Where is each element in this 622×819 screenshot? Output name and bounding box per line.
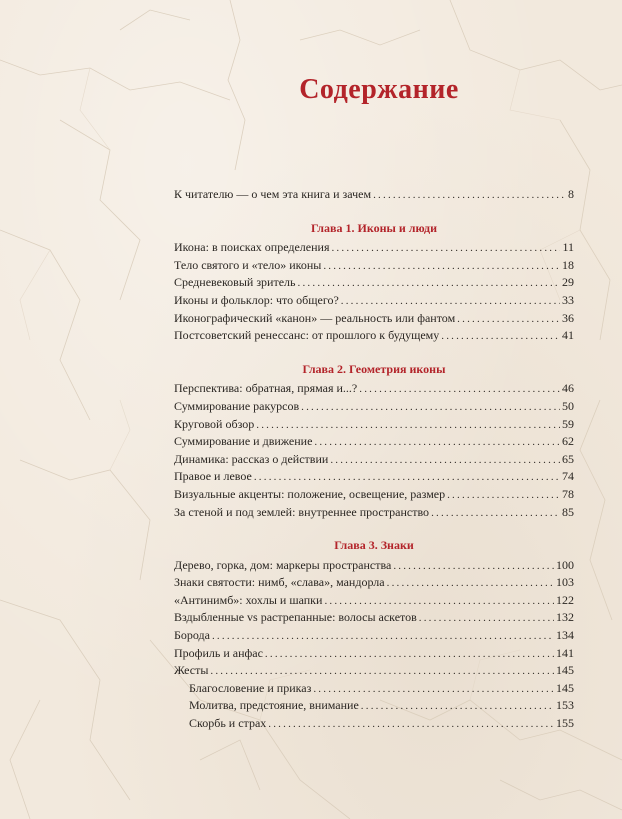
dot-leader [393, 558, 554, 575]
dot-leader [313, 681, 554, 698]
dot-leader [361, 698, 554, 715]
dot-leader [301, 399, 560, 416]
toc-page-number: 122 [556, 592, 574, 607]
dot-leader [419, 610, 554, 627]
toc-subrow[interactable] [174, 697, 574, 715]
toc-page-number: 134 [556, 628, 574, 643]
toc-entry-label: Скорбь и страх [189, 716, 267, 731]
dot-leader [387, 575, 554, 592]
toc-row[interactable] [174, 627, 574, 645]
toc-entry-label: Знаки святости: нимб, «слава», мандорла [174, 575, 385, 590]
toc-row[interactable] [174, 274, 574, 292]
toc-page-number: 29 [562, 275, 574, 290]
toc-page-number: 62 [562, 434, 574, 449]
toc-row[interactable] [174, 310, 574, 328]
toc-page-number: 78 [562, 486, 574, 501]
toc-row[interactable] [174, 504, 574, 522]
toc-page-number: 36 [562, 310, 574, 325]
dot-leader [457, 311, 560, 328]
toc-entry-label: Средневековый зритель [174, 275, 296, 290]
toc-page-number: 46 [562, 381, 574, 396]
dot-leader [441, 328, 560, 345]
toc-entry-label: Тело святого и «тело» иконы [174, 257, 322, 272]
toc-page-number: 141 [556, 645, 574, 660]
dot-leader [314, 434, 560, 451]
chapter-heading-2[interactable]: Глава 2. Геометрия иконы [302, 361, 446, 376]
toc-entry-label: Вздыбленные vs растрепанные: волосы аскетов [174, 610, 417, 625]
toc-page-number: 8 [568, 187, 574, 201]
toc-entry-label: «Антинимб»: хохлы и шапки [174, 592, 323, 607]
toc-page-number: 145 [556, 680, 574, 695]
toc-subrow[interactable] [174, 715, 574, 733]
toc-row[interactable] [174, 257, 574, 275]
toc-entry-label: Визуальные акценты: положение, освещение, размер [174, 486, 446, 501]
dot-leader [324, 593, 554, 610]
dot-leader [431, 505, 560, 522]
toc-entry-label: Динамика: рассказ о действии [174, 451, 329, 466]
toc-entry-label: За стеной и под землей: внутреннее пространство [174, 504, 430, 519]
dot-leader [447, 487, 560, 504]
dot-leader [256, 417, 560, 434]
toc-row[interactable] [174, 239, 574, 257]
toc-row[interactable] [174, 468, 574, 486]
toc-entry-label: Круговой обзор [174, 416, 255, 431]
toc-row[interactable] [174, 557, 574, 575]
toc-subrow[interactable] [174, 680, 574, 698]
toc-page-number: 65 [562, 451, 574, 466]
toc-page-number: 74 [562, 469, 574, 484]
toc-row[interactable] [174, 398, 574, 416]
toc-page-number: 50 [562, 398, 574, 413]
dot-leader [373, 187, 566, 204]
toc-page-number: 33 [562, 292, 574, 307]
toc-entry-label: Жесты [174, 663, 209, 678]
toc-page-number: 11 [562, 240, 574, 255]
toc-row-intro[interactable] [174, 186, 574, 204]
toc-row[interactable] [174, 416, 574, 434]
toc-page-number: 145 [556, 663, 574, 678]
toc-row[interactable] [174, 592, 574, 610]
toc-page-number: 132 [556, 610, 574, 625]
chapter-heading-1[interactable]: Глава 1. Иконы и люди [311, 220, 437, 235]
dot-leader [330, 452, 560, 469]
toc-row[interactable] [174, 574, 574, 592]
toc-page-number: 41 [562, 328, 574, 343]
toc-page-number: 59 [562, 416, 574, 431]
dot-leader [265, 646, 554, 663]
toc-entry-label: Борода [174, 628, 210, 643]
toc-entry-label: Икона: в поисках определения [174, 240, 330, 255]
toc-row[interactable] [174, 645, 574, 663]
dot-leader [323, 258, 560, 275]
dot-leader [268, 716, 554, 733]
toc-entry-label: Иконографический «канон» — реальность или фантом [174, 310, 456, 325]
toc-entry-label: Дерево, горка, дом: маркеры пространства [174, 557, 392, 572]
toc-entry-label: Правое и левое [174, 469, 252, 484]
toc-entry-label: К читателю — о чем эта книга и зачем [174, 187, 372, 201]
table-of-contents [174, 186, 574, 733]
toc-row[interactable] [174, 609, 574, 627]
page-title: Содержание [299, 74, 459, 105]
toc-entry-label: Суммирование ракурсов [174, 398, 300, 413]
toc-row[interactable] [174, 662, 574, 680]
dot-leader [210, 663, 554, 680]
toc-page-number: 153 [556, 698, 574, 713]
toc-entry-label: Профиль и анфас [174, 645, 263, 660]
toc-row[interactable] [174, 380, 574, 398]
toc-page-number: 85 [562, 504, 574, 519]
toc-entry-label: Благословение и приказ [189, 680, 312, 695]
dot-leader [298, 275, 560, 292]
toc-page-number: 100 [556, 557, 574, 572]
toc-row[interactable] [174, 451, 574, 469]
toc-page-number: 155 [556, 716, 574, 731]
toc-page-number: 103 [556, 575, 574, 590]
toc-page-number: 18 [562, 257, 574, 272]
toc-entry-label: Постсоветский ренессанс: от прошлого к будущему [174, 328, 440, 343]
toc-entry-label: Суммирование и движение [174, 434, 313, 449]
dot-leader [359, 381, 560, 398]
chapter-heading-3[interactable]: Глава 3. Знаки [334, 538, 414, 553]
dot-leader [254, 469, 560, 486]
toc-row[interactable] [174, 486, 574, 504]
dot-leader [212, 628, 554, 645]
dot-leader [331, 240, 560, 257]
toc-entry-label: Иконы и фольклор: что общего? [174, 292, 339, 307]
toc-entry-label: Молитва, предстояние, внимание [189, 698, 359, 713]
toc-row[interactable] [174, 327, 574, 345]
toc-entry-label: Перспектива: обратная, прямая и...? [174, 381, 358, 396]
toc-row[interactable] [174, 292, 574, 310]
dot-leader [341, 293, 560, 310]
toc-row[interactable] [174, 433, 574, 451]
